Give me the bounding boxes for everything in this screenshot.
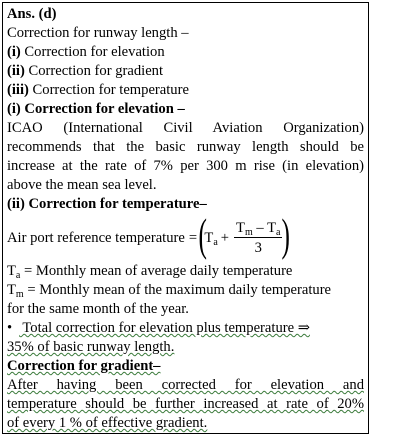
answer-box [2,2,369,434]
fraction-numerator: $T_m - T_a$ [236,219,281,238]
formula-term-ta: $T_a$ [204,229,218,248]
answer-label: Ans. (d) [7,6,57,22]
formula-fraction [234,219,282,258]
formula-open-paren: ( [198,209,207,260]
paragraph-line: temperature should be further increased at rate of 20% [7,396,364,412]
paragraph-line: After having been corrected for elevation and [7,377,364,393]
section-heading-elevation: (i) Correction for elevation – [7,101,185,117]
paragraph-line: ICAO (International Civil Aviation Organization) [7,120,364,136]
fraction-denominator: 3 [254,239,262,256]
bullet-continuation: 35% of basic runway length. [7,339,175,355]
formula-label: Air port reference temperature [7,229,185,246]
section-heading-temperature: (ii) Correction for temperature– [7,196,207,212]
list-item: (ii) Correction for gradient [7,63,164,79]
bullet-icon: • [7,320,13,336]
definition-line: $T_m$ = Monthly mean of the maximum daily temperature [7,282,332,300]
bullet-item: • Total correction for elevation plus temperature ⇒ [7,320,310,336]
paragraph-line: recommends that the basic runway length should be [7,139,364,155]
formula-equals: = [188,229,198,246]
formula-close-paren: ) [281,209,291,260]
formula-plus: + [220,229,230,246]
paragraph-line: increase at the rate of 7% per 300 m rise (in elevation) [7,158,364,174]
reference-temperature-formula [7,209,364,262]
list-item: (i) Correction for elevation [7,44,165,60]
paragraph-line: above the mean sea level. [7,177,157,193]
paragraph-line: of every 1 % of effective gradient. [7,415,208,431]
definition-line: $T_a$ = Monthly mean of average daily temperature [7,263,293,281]
section-heading-gradient: Correction for gradient– [7,358,161,374]
intro-text: Correction for runway length – [7,25,189,41]
list-item: (iii) Correction for temperature [7,82,189,98]
paragraph-line: for the same month of the year. [7,301,189,317]
